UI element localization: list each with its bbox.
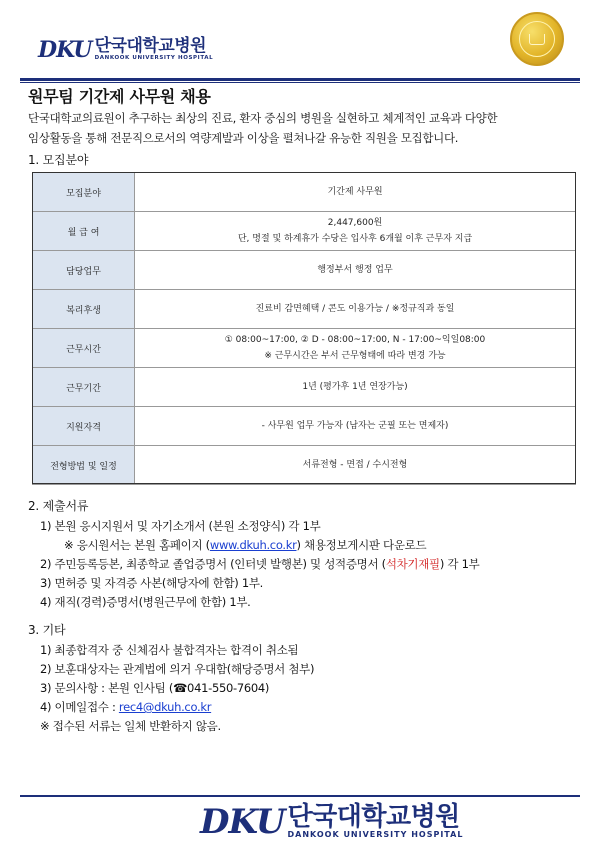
row-label: 전형방법 및 일정 — [33, 446, 135, 485]
section-heading-recruitment: 1. 모집분야 — [28, 153, 89, 167]
footer-divider — [20, 795, 580, 797]
logo-english-name: DANKOOK UNIVERSITY HOSPITAL — [287, 830, 464, 839]
header-divider-thin — [20, 82, 580, 83]
list-item: 2) 주민등록등본, 최종학교 졸업증명서 (인터넷 발행본) 및 성적증명서 (석차기재필) 각 1부 — [40, 557, 480, 571]
table-row — [33, 212, 576, 251]
row-label: 지원자격 — [33, 407, 135, 446]
list-item: 2) 보훈대상자는 관계법에 의거 우대함(해당증명서 첨부) — [40, 662, 315, 676]
table-row — [33, 329, 576, 368]
row-label: 근무시간 — [33, 329, 135, 368]
row-label: 담당업무 — [33, 251, 135, 290]
row-label: 복리후생 — [33, 290, 135, 329]
row-value: 2,447,600원 단, 명절 및 하계휴가 수당은 입사후 6개월 이후 근무자 지급 — [135, 212, 576, 251]
list-item: 3) 문의사항 : 본원 인사팀 (☎041-550-7604) — [40, 681, 270, 695]
certification-badge-icon — [510, 12, 564, 66]
section-heading-etc: 3. 기타 — [28, 623, 66, 637]
highlight-text: 석차기재필 — [385, 557, 440, 571]
list-item: 3) 면허증 및 자격증 사본(해당자에 한함) 1부. — [40, 576, 264, 590]
hospital-logo-top — [38, 38, 213, 62]
email-link[interactable]: rec4@dkuh.co.kr — [118, 700, 212, 714]
list-item: 1) 본원 응시지원서 및 자기소개서 (본원 소정양식) 각 1부 — [40, 519, 321, 533]
list-item: 4) 재직(경력)증명서(병원근무에 한함) 1부. — [40, 595, 251, 609]
table-row — [33, 290, 576, 329]
table-row — [33, 446, 576, 485]
recruitment-table — [32, 172, 576, 485]
row-value: 진료비 감면혜택 / 콘도 이용가능 / ※정규직과 동일 — [135, 290, 576, 329]
book-icon — [529, 34, 545, 45]
logo-english-name: DANKOOK UNIVERSITY HOSPITAL — [94, 55, 214, 61]
row-value: 기간제 사무원 — [135, 173, 576, 212]
documents-list — [28, 517, 588, 612]
table-row — [33, 251, 576, 290]
logo-korean-name: 단국대학교병원 — [287, 802, 460, 832]
table-row — [33, 368, 576, 407]
logo-mark: DKU — [200, 802, 285, 842]
etc-list — [28, 641, 588, 736]
row-value: 행정부서 행정 업무 — [135, 251, 576, 290]
list-item: 1) 최종합격자 중 신체검사 불합격자는 합격이 취소됨 — [40, 643, 299, 657]
list-item-note: ※ 접수된 서류는 일체 반환하지 않음. — [40, 719, 221, 733]
homepage-link[interactable]: www.dkuh.co.kr — [209, 538, 297, 552]
row-value: - 사무원 업무 가능자 (남자는 군필 또는 면제자) — [135, 407, 576, 446]
row-label: 근무기간 — [33, 368, 135, 407]
list-item: 4) 이메일접수 : rec4@dkuh.co.kr — [40, 700, 212, 714]
table-row — [33, 407, 576, 446]
header-divider — [20, 78, 580, 81]
intro-line-2: 임상활동을 통해 전문직으로서의 역량계발과 이상을 펼쳐나갈 유능한 직원을 모집합니다. — [28, 131, 459, 145]
table-row — [33, 173, 576, 212]
row-label: 모집분야 — [33, 173, 135, 212]
intro-paragraph — [28, 108, 588, 148]
section-heading-documents: 2. 제출서류 — [28, 499, 89, 513]
intro-line-1: 단국대학교의료원이 추구하는 최상의 진료, 환자 중심의 병원을 실현하고 체계적인 교육과 다양한 — [28, 111, 498, 125]
row-label: 월 급 여 — [33, 212, 135, 251]
hospital-logo-bottom — [200, 804, 463, 840]
logo-mark: DKU — [38, 37, 92, 63]
page-header — [0, 0, 600, 78]
page-title: 원무팀 기간제 사무원 채용 — [28, 87, 211, 106]
row-value: 서류전형 - 면접 / 수시전형 — [135, 446, 576, 485]
row-value: ① 08:00~17:00, ② D - 08:00~17:00, N - 17:00~익일08:00 ※ 근무시간은 부서 근무형태에 따라 변경 가능 — [135, 329, 576, 368]
logo-korean-name: 단국대학교병원 — [94, 36, 207, 56]
list-item-note: ※ 응시원서는 본원 홈페이지 (www.dkuh.co.kr) 채용정보게시판 다운로드 — [64, 538, 427, 552]
row-value: 1년 (평가후 1년 연장가능) — [135, 368, 576, 407]
